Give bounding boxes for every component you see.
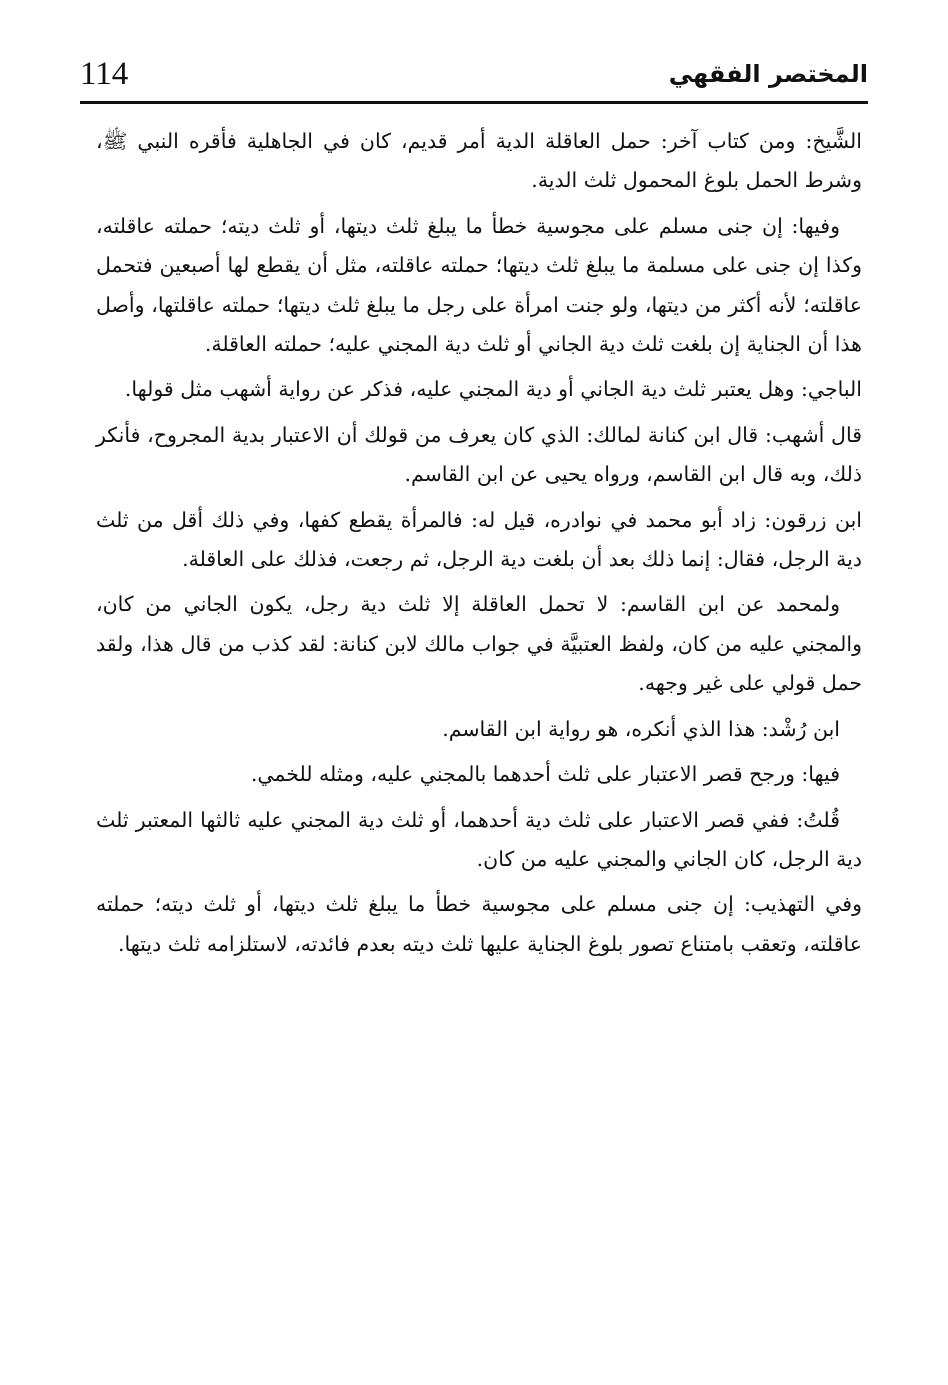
paragraph: الشَّيخ: ومن كتاب آخر: حمل العاقلة الدية أمر قديم، كان في الجاهلية فأقره النبي ﷺ، وشرط الحمل بلوغ المحمول ثلث الدية. [96,129,862,193]
paragraph: قال أشهب: قال ابن كنانة لمالك: الذي كان يعرف من قولك أن الاعتبار بدية المجروح، فأنكر ذلك، وبه قال ابن القاسم، ورواه يحيى عن ابن القاسم. [96,422,862,487]
header-divider [80,101,868,104]
paragraph: الباجي: وهل يعتبر ثلث دية الجاني أو دية المجني عليه، فذكر عن رواية أشهب مثل قولها. [124,377,862,402]
paragraph: فيها: ورجح قصر الاعتبار على ثلث أحدهما بالمجني عليه، ومثله للخمي. [250,762,840,787]
page-number: 114 [80,56,129,92]
paragraph: ولمحمد عن ابن القاسم: لا تحمل العاقلة إلا ثلث دية رجل، يكون الجاني من كان، والمجني عليه من كان، ولفظ العتبيَّة في جواب مالك لابن كنانة: لقد كذب من قال هذا، ولقد حمل قولي على غير وجهه. [96,592,862,696]
body-text [96,122,862,970]
page-header [80,52,868,104]
paragraph: وفيها: إن جنى مسلم على مجوسية خطأ ما يبلغ ثلث ديتها، أو ثلث ديته؛ حملته عاقلته، وكذا إن جنى على مسلمة ما يبلغ ثلث ديتها؛ حملته عاقلته، مثل أن يقطع لها أصبعين فتحمل عاقلته؛ لأنه أكثر من ديتها، ولو جنت امرأة على رجل ما يبلغ ثلث ديتها؛ حملته عاقلتها، وأصل هذا أن الجناية إن بلغت ثلث دية الجاني أو ثلث دية المجني عليه؛ حملته العاقلة. [96,213,862,357]
running-title: المختصر الفقهي [668,60,868,88]
paragraph: وفي التهذيب: إن جنى مسلم على مجوسية خطأ ما يبلغ ثلث ديتها، أو ثلث ديته؛ حملته عاقلته، وتعقب بامتناع تصور بلوغ الجناية عليها ثلث ديته بعدم فائدته، لاستلزامه ثلث ديتها. [96,892,862,956]
paragraph: ابن رُشْد: هذا الذي أنكره، هو رواية ابن القاسم. [442,716,840,741]
paragraph: قُلتُ: ففي قصر الاعتبار على ثلث دية أحدهما، أو ثلث دية المجني عليه ثالثها المعتبر ثلث دية الرجل، كان الجاني والمجني عليه من كان. [96,807,862,871]
paragraph: ابن زرقون: زاد أبو محمد في نوادره، قيل له: فالمرأة يقطع كفها، وفي ذلك أقل من ثلث دية الرجل، فقال: إنما ذلك بعد أن بلغت دية الرجل، ثم رجعت، فذلك على العاقلة. [96,507,862,572]
